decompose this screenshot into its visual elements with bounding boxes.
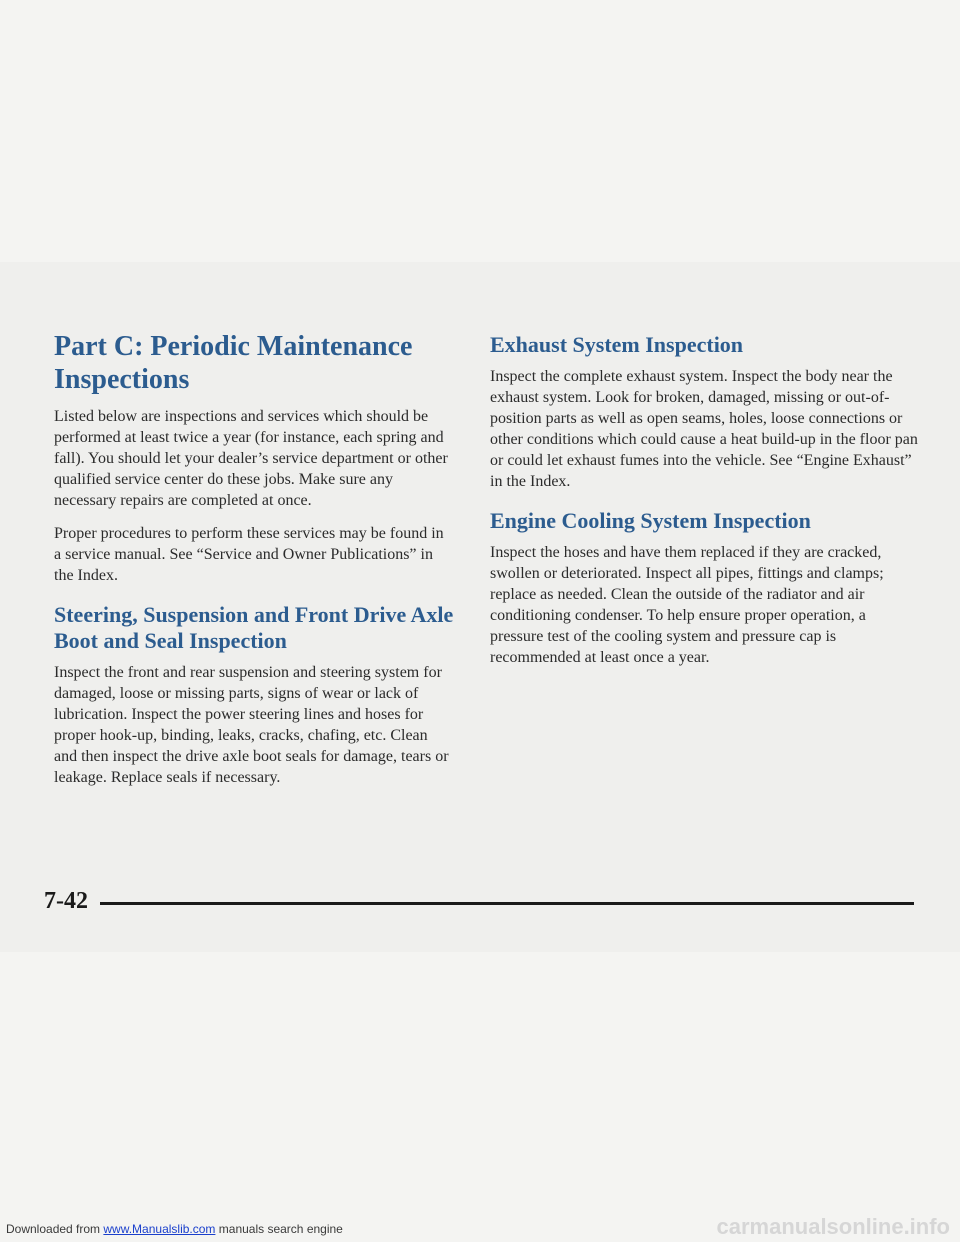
download-footer bbox=[6, 1222, 343, 1236]
download-footer-suffix: manuals search engine bbox=[215, 1222, 343, 1236]
manualslib-link[interactable]: www.Manualslib.com bbox=[103, 1222, 216, 1236]
steering-section-text: Inspect the front and rear suspension and steering system for damaged, loose or missing parts, signs of wear or lack of lubrication. Inspect the power steering lines and hoses for proper hook-up, binding, leaks, cracks, chafing, etc. Clean and then inspect the drive axle boot seals for damage, tears or leakage. Replace seals if necessary. bbox=[54, 664, 449, 786]
intro-paragraph-1: Listed below are inspections and services which should be performed at least twice a year (for instance, each spring and fall). You should let your dealer’s service department or other qualified service center do these jobs. Make sure any necessary repairs are completed at once. bbox=[54, 408, 448, 509]
cooling-section-title: Engine Cooling System Inspection bbox=[490, 508, 811, 533]
intro-paragraph-2: Proper procedures to perform these services may be found in a service manual. See “Service and Owner Publications” in the Index. bbox=[54, 525, 444, 584]
left-column bbox=[54, 330, 454, 800]
page-number: 7-42 bbox=[44, 888, 88, 914]
download-footer-prefix: Downloaded from bbox=[6, 1222, 104, 1236]
part-title: Part C: Periodic Maintenance Inspections bbox=[54, 331, 413, 395]
watermark: carmanualsonline.info bbox=[716, 1214, 950, 1239]
exhaust-section-text: Inspect the complete exhaust system. Inspect the body near the exhaust system. Look for broken, damaged, missing or out-of-position parts as well as open seams, holes, loose connections or other conditions which could cause a heat build-up in the floor pan or could let exhaust fumes into the vehicle. See “Engine Exhaust” in the Index. bbox=[490, 368, 918, 490]
exhaust-section-title: Exhaust System Inspection bbox=[490, 332, 744, 357]
footer-rule bbox=[100, 902, 914, 905]
right-column bbox=[490, 330, 920, 680]
cooling-section-text: Inspect the hoses and have them replaced if they are cracked, swollen or deteriorated. Inspect all pipes, fittings and clamps; replace as needed. Clean the outside of the radiator and air conditioning condenser. To help ensure proper operation, a pressure test of the cooling system and pressure cap is recommended at least once a year. bbox=[490, 544, 884, 666]
steering-section-title: Steering, Suspension and Front Drive Axle Boot and Seal Inspection bbox=[54, 602, 454, 653]
